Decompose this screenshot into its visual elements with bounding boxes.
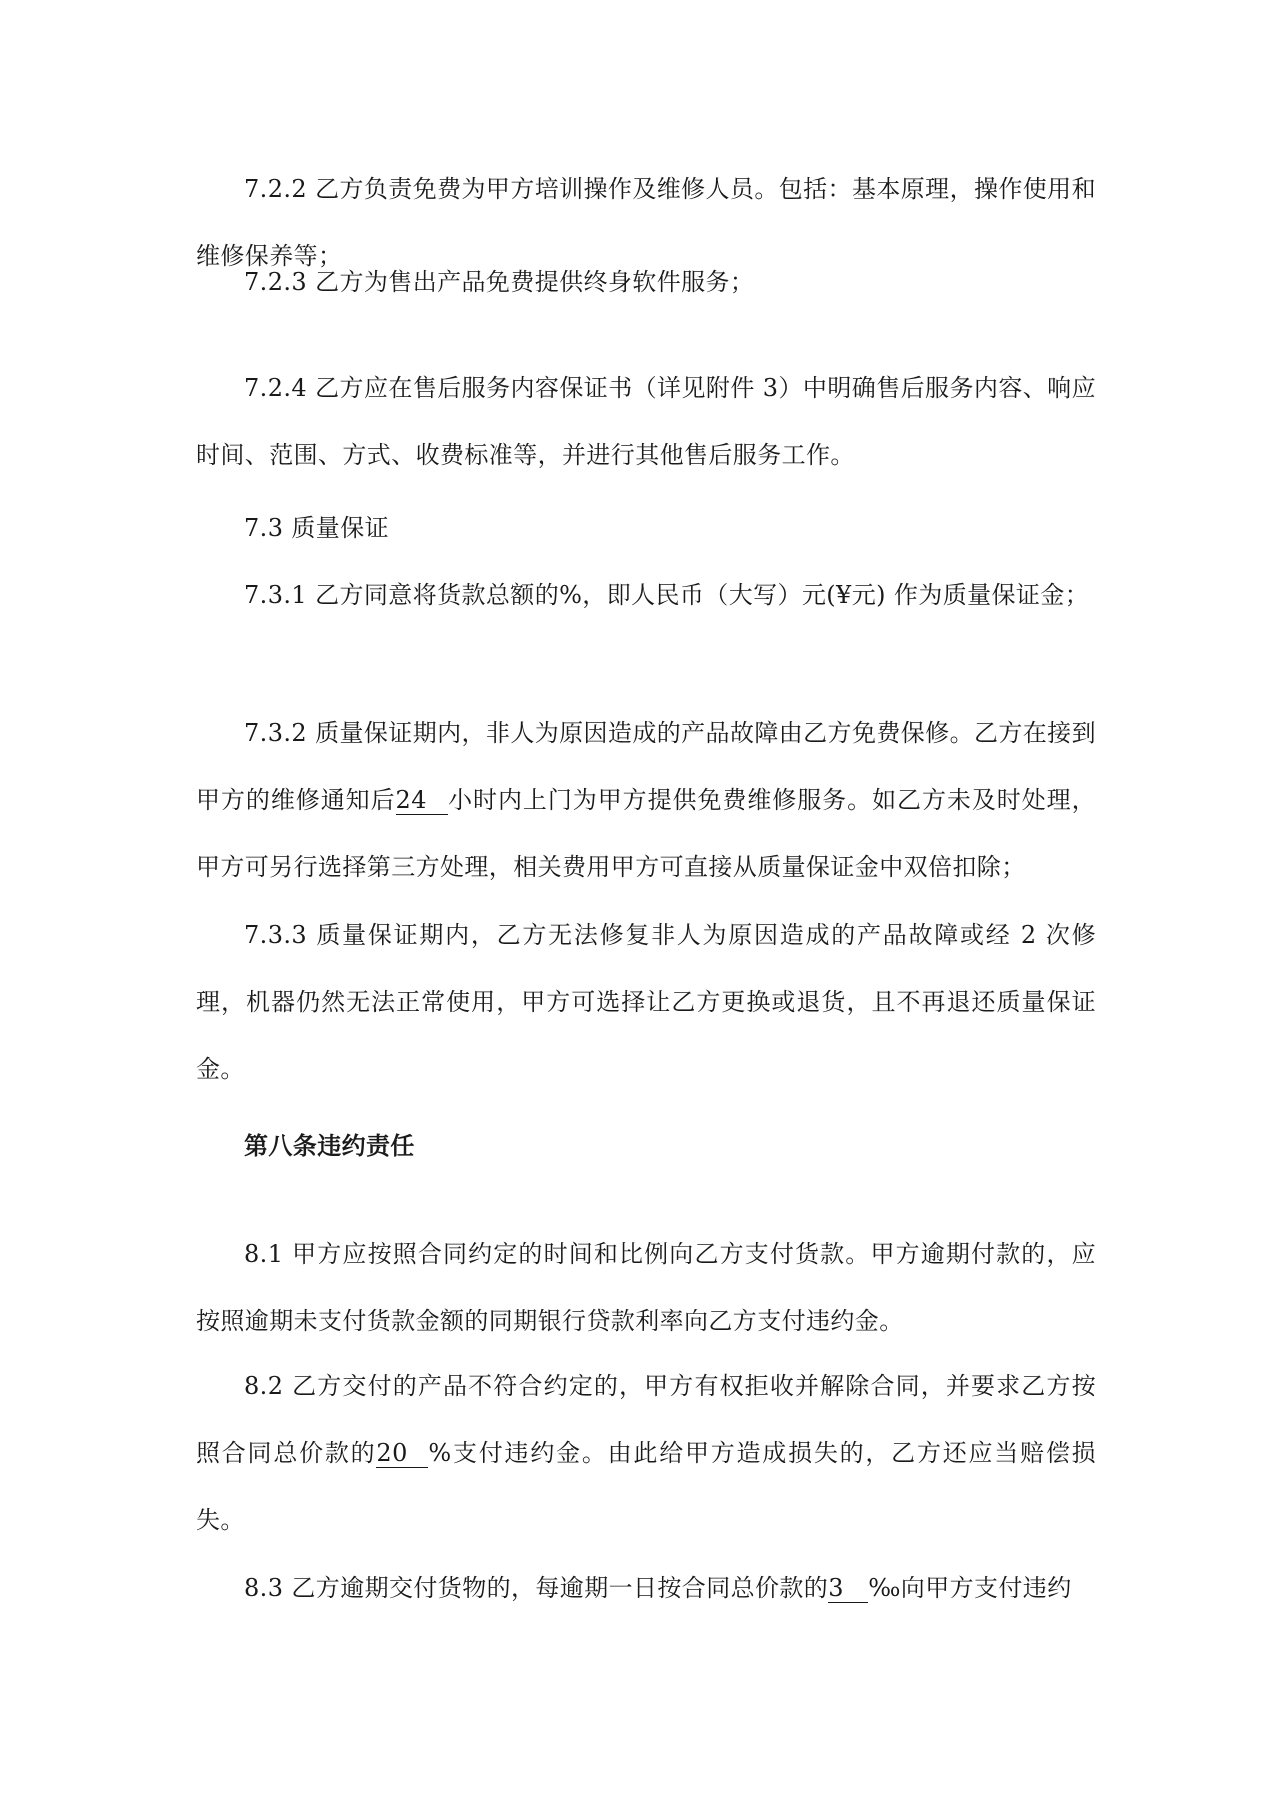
clause-7-3-1: 7.3.1 乙方同意将货款总额的%，即人民币（大写）元(¥元) 作为质量保证金； [244, 581, 1090, 609]
clause-7-2-4: 7.2.4 乙方应在售后服务内容保证书（详见附件 3）中明确售后服务内容、响应时间、范围、方式、收费标准等，并进行其他售后服务工作。 [196, 374, 1096, 469]
clause-7-3-2-text-a: 7.3.2 质量保证期内，非人为原因造成的产品故障由乙方免费保修。乙方在接到甲方的维修通知后 [196, 719, 1096, 814]
clause-8-3 [196, 1555, 1096, 1622]
penalty-percent-blank: 20 [376, 1439, 428, 1468]
clause-7-2-2: 7.2.2 乙方负责免费为甲方培训操作及维修人员。包括：基本原理，操作使用和维修保养等； [196, 175, 1096, 270]
clause-8-1: 8.1 甲方应按照合同约定的时间和比例向乙方支付货款。甲方逾期付款的，应按照逾期未支付货款金额的同期银行贷款利率向乙方支付违约金。 [196, 1240, 1096, 1335]
clause-8-3-text-b: ‰向甲方支付违约 [868, 1574, 1072, 1602]
clause-7-2-3: 7.2.3 乙方为售出产品免费提供终身软件服务； [244, 268, 755, 296]
article-8-heading: 第八条违约责任 [244, 1131, 415, 1160]
clause-8-2-text-a: 8.2 乙方交付的产品不符合约定的，甲方有权拒收并解除合同，并要求乙方按照合同总价款的 [196, 1372, 1096, 1467]
clause-7-3-2 [196, 700, 1096, 901]
clause-8-3-text-a: 8.3 乙方逾期交付货物的，每逾期一日按合同总价款的 [244, 1574, 829, 1602]
clause-7-3-title: 7.3 质量保证 [244, 514, 389, 542]
clause-7-3-2-text-b: 小时内上门为甲方提供免费维修服务。如乙方未及时处理，甲方可另行选择第三方处理，相关费用甲方可直接从质量保证金中双倍扣除； [196, 786, 1096, 881]
clause-8-2 [196, 1353, 1096, 1554]
clause-7-3-3: 7.3.3 质量保证期内，乙方无法修复非人为原因造成的产品故障或经 2 次修理，机器仍然无法正常使用，甲方可选择让乙方更换或退货，且不再退还质量保证金。 [196, 921, 1096, 1083]
repair-hours-blank: 24 [396, 786, 448, 815]
clause-8-2-text-b: %支付违约金。由此给甲方造成损失的，乙方还应当赔偿损失。 [196, 1439, 1096, 1534]
daily-penalty-blank: 3 [828, 1574, 868, 1603]
